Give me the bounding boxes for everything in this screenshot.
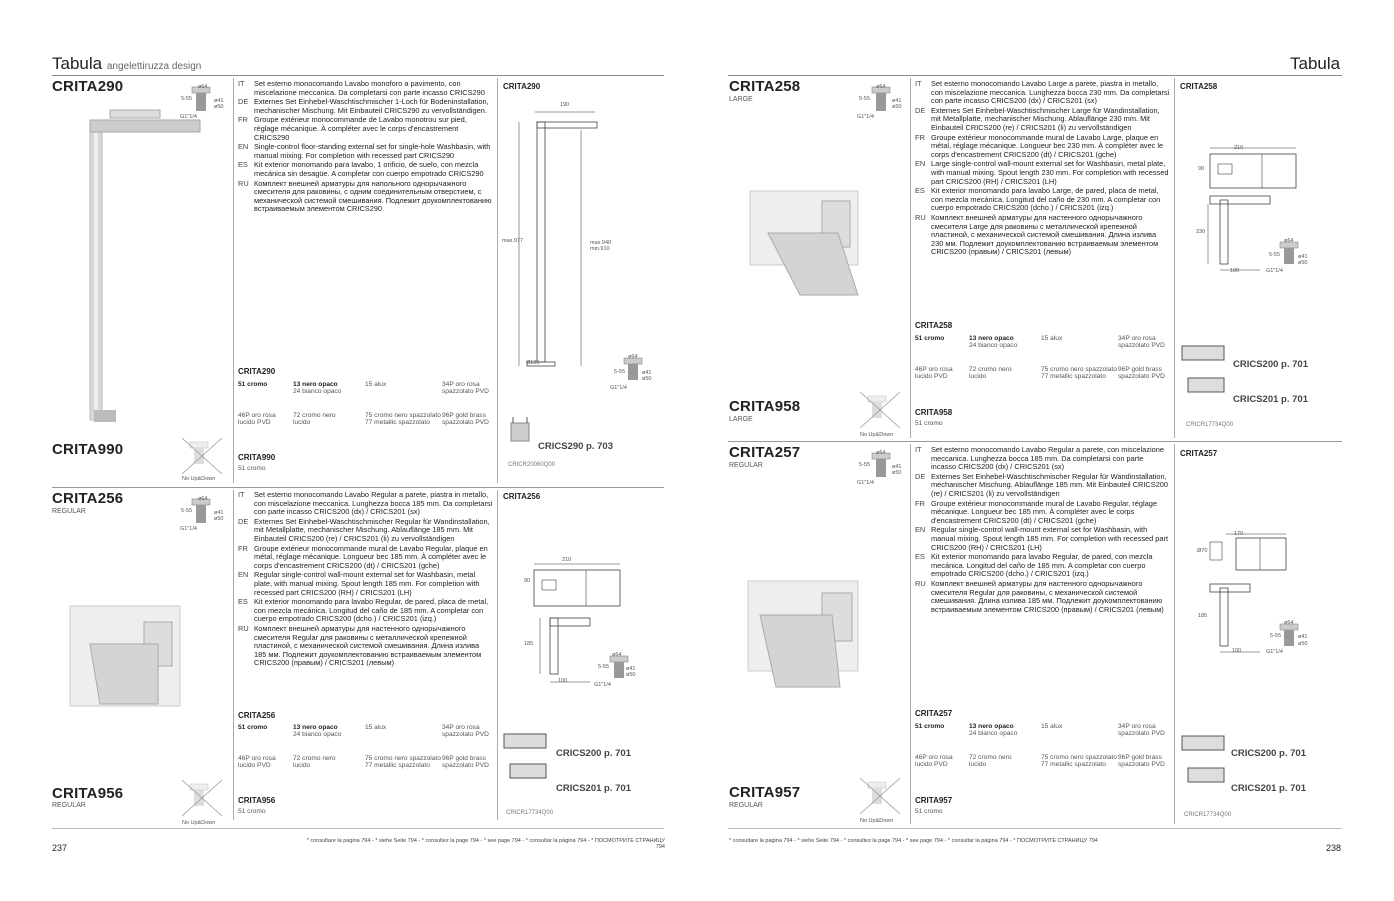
footnote: * consultare la pagina 794 - * siehe Seite 794 - * consultez la page 794 - * see page 794 - * consultar la página 794 - * ПОСМОТРИТЕ СТРАНИЦУ 794 — [729, 838, 1098, 844]
dim-thread: G1"1/4 — [1266, 649, 1283, 655]
description-crita290: IT Set esterno monocomando Lavabo monoforo a pavimento, con miscelazione meccanica. Da completarsi con parte incasso CRICS290 DE Externes Set Einhebel-Waschtischmischer 1-Loch für Bodeninstallation, mechanischer Mischung. Mit Einbauteil CRICS290 zu vervollständigen. FR Groupe extérieur monocommande de Lavabo monotrou sur pied, réglage mécanique. À compléter avec le corps d'encastrement CRICS290 EN Single-control floor-standing external set for single-hole Washbasin, with manual mixing. For completion with recessed part CRICS290 ES Kit exterior monomando para lavabo, 1 orificio, de suelo, con mezcla mecánica sin desagüe. A completar con cuerpo empotrado CRICS290 RU Комплект внешней арматуры для напольного однорычажного смесителя для раковины, с одним соединительным отверстием, с механической системой смешивания. Подлежит доукомплектованию встраиваемым элементом CRICS290 — [238, 79, 492, 214]
product-subtitle: REGULAR — [52, 508, 86, 515]
dim-d64: ø64 — [198, 496, 208, 502]
faucet-photo — [60, 600, 190, 720]
dim-h: 90 — [1198, 166, 1205, 172]
no-drain-icon — [856, 390, 904, 430]
header-rule — [728, 75, 1342, 76]
dim-d: Ø105 — [526, 360, 540, 366]
dim-w: 210 — [562, 557, 572, 563]
dim-h: 5-55 — [181, 96, 193, 102]
finish-table: 51 cromo 13 nero opaco 24 bianco opaco 15 alux 34P oro rosa spazzolato PVD 46P oro rosa lucido PVD 72 cromo nero lucido 75 cromo nero spazzolato 77 metallic spazzolato 96P gold brass spazzolato PVD — [915, 335, 1165, 381]
product-code: CRITA257 — [729, 444, 801, 461]
dim-d: 100 — [1232, 648, 1242, 654]
dim-d64: ø64 — [876, 84, 886, 90]
left-series-title: Tabula angelettiruzza design — [52, 54, 202, 73]
finish-code: CRITA257 — [915, 709, 953, 718]
accessory-code: CRICR17734Q00 — [1186, 422, 1234, 428]
product-code: CRITA957 — [729, 784, 801, 801]
finish-item: 51 cromo — [238, 808, 266, 815]
product-code: CRITA990 — [52, 441, 124, 458]
faucet-photo — [740, 575, 870, 695]
dim-h: 5-55 — [1269, 252, 1281, 258]
dim-d64: ø64 — [876, 450, 886, 456]
product-subtitle: REGULAR — [729, 462, 763, 469]
dim-thread: G1"1/4 — [857, 480, 874, 486]
dim-d41: ø41 — [1298, 254, 1308, 260]
no-drain-icon — [856, 776, 904, 816]
finish-code: CRITA258 — [915, 321, 953, 330]
no-updown-label: No Up&Down — [860, 432, 894, 438]
dim-thread: G1"1/4 — [857, 114, 874, 120]
dim-h: 90 — [524, 578, 531, 584]
recessed-part-photo — [505, 415, 535, 449]
divider — [233, 490, 234, 820]
dim-thread: G1"1/4 — [180, 526, 197, 532]
dim-d41: ø41 — [214, 98, 224, 104]
divider — [1174, 78, 1175, 438]
product-subtitle: REGULAR — [52, 802, 86, 809]
dim-d64: ø64 — [612, 652, 622, 658]
dim-thread: G1"1/4 — [1266, 268, 1283, 274]
divider — [910, 78, 911, 438]
footnote: * consultare la pagina 794 - * siehe Seite 794 - * consultez la page 794 - * see page 794 - * consultar la página 794 - * ПОСМОТРИТЕ СТРАНИЦУ 794 — [306, 838, 665, 850]
accessory-reference[interactable]: CRICS200 p. 701 — [1233, 359, 1308, 370]
no-drain-icon — [178, 436, 226, 476]
section-rule — [728, 441, 1342, 442]
accessory-reference[interactable]: CRICS290 p. 703 — [538, 441, 613, 452]
dim-w: 210 — [1234, 145, 1244, 151]
dim-d: 100 — [1230, 268, 1240, 274]
dim-d50: ø50 — [214, 516, 224, 522]
finish-table: 51 cromo 13 nero opaco 24 bianco opaco 15 alux 34P oro rosa spazzolato PVD 46P oro rosa lucido PVD 72 cromo nero lucido 75 cromo nero spazzolato 77 metallic spazzolato 96P gold brass spazzolato PVD — [238, 381, 489, 427]
description-crita257: IT Set esterno monocomando Lavabo Regular a parete, con miscelazione meccanica. Lunghezza bocca 185 mm. Da completarsi con parte incasso CRICS200 (dx) / CRICS201 (sx) DE Externes Set Einhebel-Waschtischmischer Regular für Wandinstallation, mechanischer Mischung. Ablauflänge 185 mm. Mit Einbauteil CRICS200 (re) / CRICS201 (li) zu vervollständigen FR Groupe extérieur monocommande mural de Lavabo Regular, réglage mécanique. Longueur bec 185 mm. À compléter avec le corps d'encastrement CRICS200 (dt) / CRICS201 (gche) EN Regular single-control wall-mount external set for Washbasin, with manual mixing. Spout length 185 mm. For completion with recessed part CRICS200 (RH) / CRICS201 (LH) ES Kit exterior monomando para lavabo Regular, de pared, con mezcla mecánica. Longitud del caño de 185 mm. A completar con cuerpo empotrado CRICS200 (dcho.) / CRICS201 (izq.) RU Комплект внешней арматуры для настенного однорычажного смесителя Regular для раковины, с механической системой смешивания. Длина излива 185 мм. Подлежит доукомплектованию встраиваемым элементом CRICS200 (правым) / CRICS201 (левым) — [915, 445, 1169, 614]
dim-h: 5-55 — [859, 96, 871, 102]
dim-h: 5-55 — [181, 508, 193, 514]
dim-d: 100 — [558, 678, 568, 684]
divider — [497, 490, 498, 820]
page-number: 238 — [1326, 843, 1342, 853]
dim-d50: ø50 — [1298, 641, 1308, 647]
product-subtitle: LARGE — [729, 96, 753, 103]
page-number: 237 — [52, 843, 68, 853]
footer-rule — [728, 828, 1342, 829]
no-updown-label: No Up&Down — [182, 476, 216, 482]
designer-credit: angelettiruzza design — [106, 61, 202, 72]
accessory-code: CRICR17734Q00 — [506, 810, 554, 816]
dim-thread: G1"1/4 — [610, 385, 627, 391]
finish-table: 51 cromo 13 nero opaco 24 bianco opaco 15 alux 34P oro rosa spazzolato PVD 46P oro rosa lucido PVD 72 cromo nero lucido 75 cromo nero spazzolato 77 metallic spazzolato 96P gold brass spazzolato PVD — [915, 723, 1165, 769]
divider — [1174, 444, 1175, 824]
description-crita256: IT Set esterno monocomando Lavabo Regular a parete, piastra in metallo, con miscelazione meccanica. Lunghezza bocca 185 mm. Da completarsi con parte incasso CRICS200 (dx) / CRICS201 (sx) DE Externes Set Einhebel-Waschtischmischer Regular für Wandinstallation, mit Metallplatte, mechanischer Mischung. Ablauflänge 185 mm. Mit Einbauteil CRICS200 (re) / CRICS201 (li) zu vervollständigen FR Groupe extérieur monocommande mural de Lavabo Regular, plaque en métal, réglage mécanique. Longueur bec 185 mm. À compléter avec le corps d'encastrement CRICS200 (dt) / CRICS201 (gche) EN Regular single-control wall-mount external set for Washbasin, metal plate, with manual mixing. Spout length 185 mm. For completion with recessed part CRICS200 (RH) / CRICS201 (LH) ES Kit exterior monomando para lavabo Regular, de pared, placa de metal, con mezcla mecánica. Longitud del caño de 185 mm. A completar con cuerpo empotrado CRICS200 (dcho.) / CRICS201 (izq.) RU Комплект внешней арматуры для настенного однорычажного смесителя Regular для раковины с металлической крепежной пластиной, с механической системой смешивания. Длина излива 185 мм. Подлежит доукомплектованию встраиваемым элементом CRICS200 (правым) / CRICS201 (левым) — [238, 490, 493, 668]
accessory-reference[interactable]: CRICS201 p. 701 — [1231, 783, 1306, 794]
dim-d41: ø41 — [214, 510, 224, 516]
product-code: CRITA956 — [52, 785, 124, 802]
finish-code: CRITA957 — [915, 796, 953, 805]
dim-d50: ø50 — [1298, 260, 1308, 266]
dim-d50: ø50 — [214, 104, 224, 110]
dim-maxmin1: max.940 — [590, 240, 612, 246]
dim-d50: ø50 — [626, 672, 636, 678]
finish-table: 51 cromo 13 nero opaco 24 bianco opaco 15 alux 34P oro rosa spazzolato PVD 46P oro rosa lucido PVD 72 cromo nero lucido 75 cromo nero spazzolato 77 metallic spazzolato 96P gold brass spazzolato PVD — [238, 724, 489, 770]
dim-d64: ø64 — [1284, 620, 1294, 626]
accessory-code: CRICR20060Q00 — [508, 462, 556, 468]
dim-d41: ø41 — [626, 666, 636, 672]
dim-l: 185 — [524, 641, 534, 647]
dim-d50: ø50 — [642, 376, 652, 382]
dim-h: 5-55 — [598, 664, 610, 670]
dim-d64: ø64 — [1284, 238, 1294, 244]
accessory-reference[interactable]: CRICS200 p. 701 — [556, 748, 631, 759]
product-code: CRITA258 — [729, 78, 801, 95]
product-code: CRITA290 — [52, 78, 124, 95]
dim-d64: ø64 — [198, 84, 208, 90]
header-rule — [52, 75, 664, 76]
accessory-code: CRICR17734Q00 — [1184, 812, 1232, 818]
dim-d50: ø50 — [892, 104, 902, 110]
product-code: CRITA958 — [729, 398, 801, 415]
finish-item: 51 cromo — [915, 808, 943, 815]
divider — [233, 78, 234, 483]
section-rule — [52, 487, 664, 488]
dim-l: 230 — [1196, 229, 1206, 235]
drawing-title: CRITA290 — [503, 82, 541, 91]
finish-code: CRITA958 — [915, 408, 953, 417]
dim-h: 5-55 — [1270, 633, 1282, 639]
product-subtitle: LARGE — [729, 416, 753, 423]
finish-item: 51 cromo — [915, 420, 943, 427]
footer-rule — [52, 828, 664, 829]
finish-code: CRITA956 — [238, 796, 276, 805]
dim-thread: G1"1/4 — [180, 114, 197, 120]
no-updown-label: No Up&Down — [860, 818, 894, 824]
finish-code: CRITA256 — [238, 711, 276, 720]
recessed-part-photo — [1178, 730, 1230, 790]
drawing-title: CRITA256 — [503, 492, 541, 501]
dim-w: 170 — [1234, 531, 1244, 537]
dim-w: 190 — [560, 102, 570, 108]
divider — [497, 78, 498, 483]
accessory-reference[interactable]: CRICS200 p. 701 — [1231, 748, 1306, 759]
recessed-part-photo — [500, 728, 552, 788]
accessory-reference[interactable]: CRICS201 p. 701 — [556, 783, 631, 794]
description-crita258: IT Set esterno monocomando Lavabo Large a parete, piastra in metallo, con miscelazione meccanica. Lunghezza bocca 230 mm. Da completarsi con parte incasso CRICS200 (dx) / CRICS201 (sx) DE Externes Set Einhebel-Waschtischmischer Large für Wandinstallation, mit Metallplatte, mechanischer Mischung. Ablauflänge 230 mm. Mit Einbauteil CRICS200 (re) / CRICS201 (li) zu vervollständigen FR Groupe extérieur monocommande mural de Lavabo Large, plaque en métal, réglage mécanique. Longueur bec 230 mm. À compléter avec le corps d'encastrement CRICS200 (dt) / CRICS201 (gche) EN Large single-control wall-mount external set for Washbasin, metal plate, with manual mixing. Spout length 230 mm. For completion with recessed part CRICS200 (RH) / CRICS201 (LH) ES Kit exterior monomando para lavabo Large, de pared, placa de metal, con mezcla mecánica. Longitud del caño de 230 mm. A completar con cuerpo empotrado CRICS200 (dcho.) / CRICS201 (izq.) RU Комплект внешней арматуры для настенного однорычажного смесителя Large для раковины с металлической крепежной пластиной, с механической системой смешивания. Длина излива 230 мм. Подлежит доукомплектованию встраиваемым элементом CRICS200 (правым) / CRICS201 (левым) — [915, 79, 1170, 257]
dim-d41: ø41 — [892, 464, 902, 470]
accessory-reference[interactable]: CRICS201 p. 701 — [1233, 394, 1308, 405]
faucet-photo — [60, 100, 210, 430]
finish-item: 51 cromo — [238, 465, 266, 472]
dim-d41: ø41 — [892, 98, 902, 104]
dim-d50: ø50 — [892, 470, 902, 476]
right-series-title: Tabula — [1290, 54, 1341, 73]
dim-d41: ø41 — [642, 370, 652, 376]
dim-maxmin2: min.910 — [590, 246, 610, 252]
dim-h: Ø70 — [1197, 548, 1208, 554]
drawing-title: CRITA258 — [1180, 82, 1218, 91]
dim-d64: ø64 — [628, 354, 638, 360]
dim-h: 5-55 — [614, 369, 626, 375]
dim-l: 185 — [1198, 613, 1208, 619]
dim-max: max.977 — [502, 238, 524, 244]
recessed-part-photo — [1178, 340, 1230, 400]
no-drain-icon — [178, 778, 226, 818]
dim-h: 5-55 — [859, 462, 871, 468]
finish-code: CRITA990 — [238, 453, 276, 462]
faucet-photo — [740, 185, 870, 305]
dim-thread: G1"1/4 — [594, 682, 611, 688]
product-subtitle: REGULAR — [729, 802, 763, 809]
divider — [910, 444, 911, 824]
drawing-title: CRITA257 — [1180, 449, 1218, 458]
finish-code: CRITA290 — [238, 367, 276, 376]
dim-d41: ø41 — [1298, 634, 1308, 640]
product-code: CRITA256 — [52, 490, 124, 507]
no-updown-label: No Up&Down — [182, 820, 216, 826]
